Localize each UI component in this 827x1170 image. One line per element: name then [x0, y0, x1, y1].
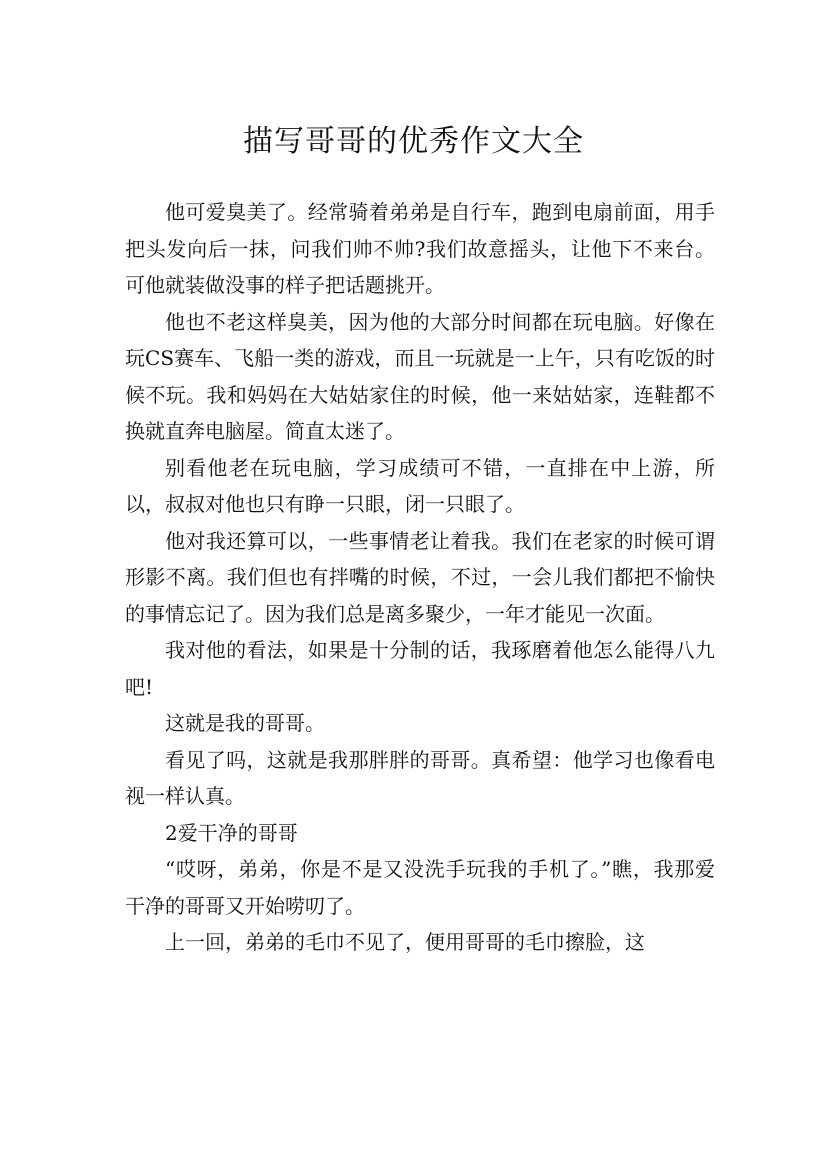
paragraph: 上一回，弟弟的毛巾不见了，便用哥哥的毛巾擦脸，这 [165, 930, 645, 954]
paragraph: 这就是我的哥哥。 [165, 711, 325, 735]
paragraph: 别看他老在玩电脑，学习成绩可不错，一直排在中上游，所以，叔叔对他也只有睁一只眼，闭一只眼了。 [125, 455, 715, 516]
paragraph: “哎呀，弟弟，你是不是又没洗手玩我的手机了。”瞧，我那爱干净的哥哥又开始唠叨了。 [125, 857, 715, 918]
document-body [125, 194, 715, 961]
paragraph: 我对他的看法，如果是十分制的话，我琢磨着他怎么能得八九吧! [125, 638, 715, 699]
paragraph: 他对我还算可以，一些事情老让着我。我们在老家的时候可谓形影不离。我们但也有拌嘴的时候，不过，一会儿我们都把不愉快的事情忘记了。因为我们总是离多聚少，一年才能见一次面。 [125, 528, 715, 626]
paragraph: 他可爱臭美了。经常骑着弟弟是自行车，跑到电扇前面，用手把头发向后一抹，问我们帅不帅?我们故意摇头，让他下不来台。可他就装做没事的样子把话题挑开。 [125, 200, 715, 297]
section-heading: 2爱干净的哥哥 [165, 820, 298, 845]
paragraph: 看见了吗，这就是我那胖胖的哥哥。真希望：他学习也像看电视一样认真。 [125, 747, 715, 808]
paragraph: 他也不老这样臭美，因为他的大部分时间都在玩电脑。好像在玩CS赛车、飞船一类的游戏，而且一玩就是一上午，只有吃饭的时候不玩。我和妈妈在大姑姑家住的时候，他一来姑姑家，连鞋都不换就直奔电脑屋。简直太迷了。 [125, 309, 715, 443]
document-title: 描写哥哥的优秀作文大全 [243, 124, 584, 160]
